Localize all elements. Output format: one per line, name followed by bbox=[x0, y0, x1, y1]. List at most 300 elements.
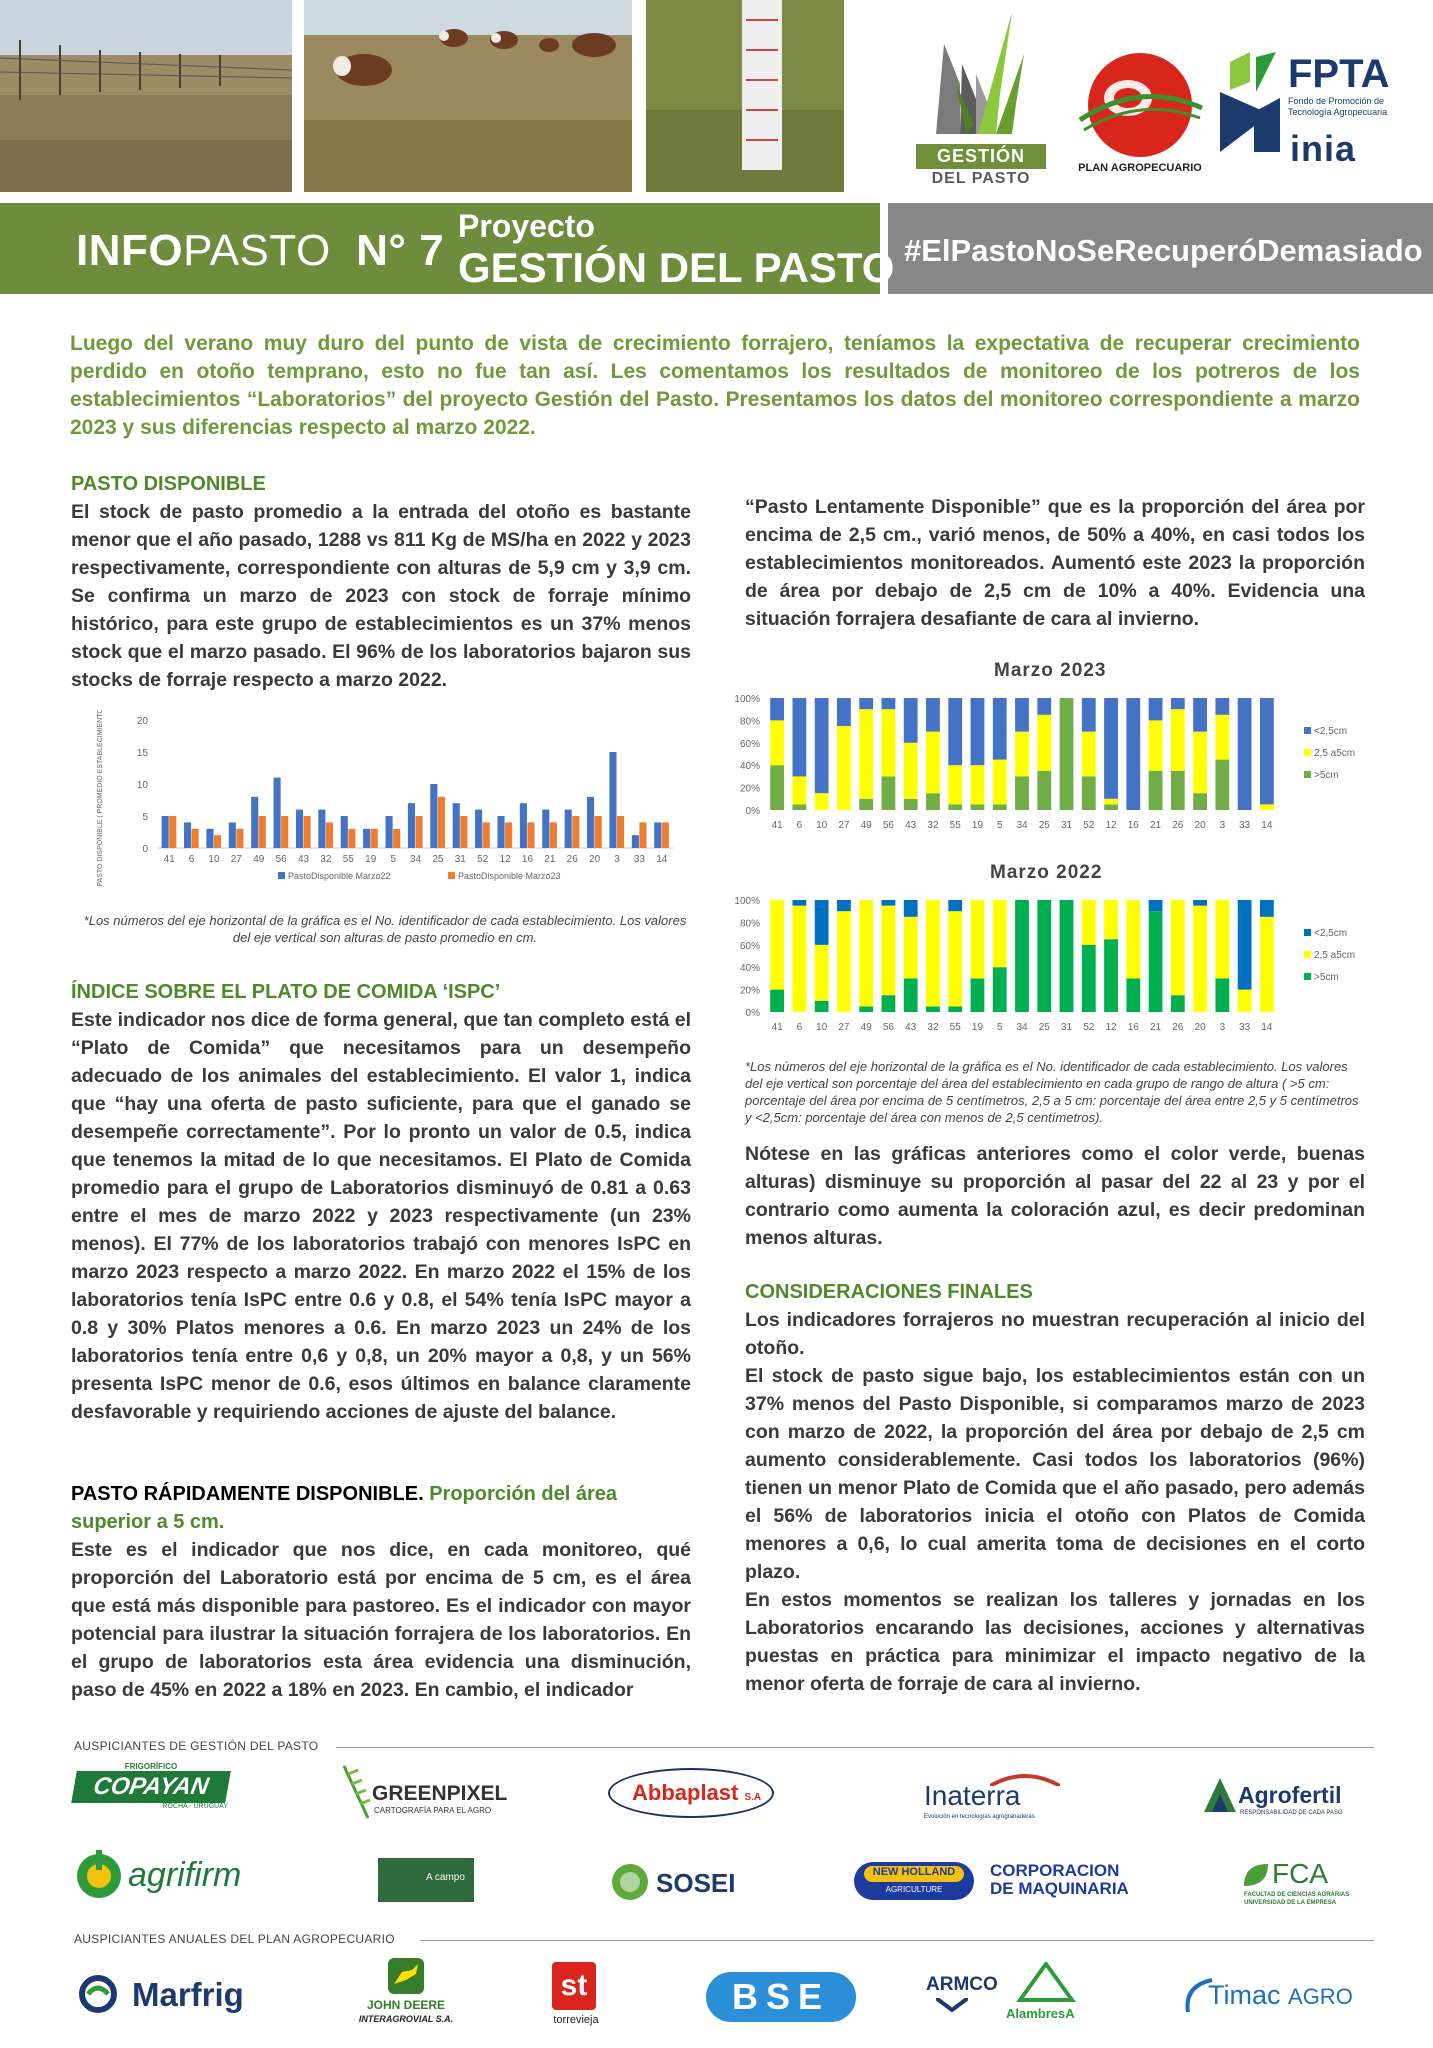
bar bbox=[617, 816, 624, 848]
bar-segment bbox=[859, 698, 873, 709]
bar-segment bbox=[1238, 900, 1252, 990]
bar bbox=[453, 803, 460, 848]
x-tick-label: 12 bbox=[499, 854, 511, 865]
fpta-inia-logo bbox=[1220, 52, 1420, 172]
bar-segment bbox=[1149, 698, 1163, 720]
armco-alambresa-logo bbox=[926, 1962, 1096, 2032]
x-tick-label: 52 bbox=[1083, 1022, 1095, 1033]
x-tick-label: 26 bbox=[1172, 820, 1184, 831]
sosei-logo bbox=[610, 1862, 760, 1902]
x-tick-label: 14 bbox=[1261, 820, 1273, 831]
x-tick-label: 55 bbox=[949, 1022, 961, 1033]
marfrig-logo bbox=[78, 1974, 268, 2020]
bar-segment bbox=[1260, 900, 1274, 917]
x-tick-label: 31 bbox=[454, 854, 466, 865]
bar-segment bbox=[815, 1001, 829, 1012]
bar-segment bbox=[815, 900, 829, 945]
greenpixel-logo bbox=[338, 1762, 508, 1832]
legend-swatch bbox=[448, 872, 455, 879]
infopasto-title bbox=[76, 226, 444, 276]
bse-name: BSE bbox=[731, 1976, 831, 2017]
bar bbox=[348, 829, 355, 848]
sosei-name: SOSEI bbox=[656, 1868, 736, 1898]
y-tick-label: 20 bbox=[136, 716, 148, 727]
copayan-name: COPAYAN bbox=[71, 1771, 231, 1803]
bar-segment bbox=[1082, 945, 1096, 1012]
bar-segment bbox=[770, 720, 784, 765]
x-tick-label: 16 bbox=[521, 854, 534, 865]
bar-segment bbox=[926, 698, 940, 732]
x-tick-label: 43 bbox=[297, 854, 310, 865]
gestion-logo-line2: DEL PASTO bbox=[931, 170, 1031, 187]
intro-paragraph: Luego del verano muy duro del punto de vista de crecimiento forrajero, teníamos la expectativa de recuperar crecimiento perdido en otoño temprano, esto no fue tan así. Les comentamos los resultados de monitoreo de los potreros de los establecimientos “Laboratorios” del proyecto Gestión del Pasto. Presentamos los datos del monitoreo correspondiente a marzo 2023 y sus diferencias respecto al marzo 2022. bbox=[70, 332, 1360, 439]
bar-segment bbox=[993, 804, 1007, 810]
bar-segment bbox=[1104, 900, 1118, 939]
bar bbox=[520, 803, 527, 848]
x-tick-label: 10 bbox=[816, 1022, 828, 1033]
bar-segment bbox=[1015, 900, 1029, 1012]
legend-label: <2,5cm bbox=[1314, 726, 1348, 737]
bar bbox=[527, 822, 534, 848]
bar bbox=[385, 816, 392, 848]
x-tick-label: 52 bbox=[1083, 820, 1095, 831]
consideraciones-p1: Los indicadores forrajeros no muestran recuperación al inicio del otoño. bbox=[745, 1309, 1365, 1359]
newholland-logo bbox=[854, 1862, 974, 1900]
corporacion-line1: CORPORACION bbox=[990, 1861, 1120, 1880]
x-tick-label: 33 bbox=[633, 854, 645, 865]
bar-segment bbox=[1193, 906, 1207, 1012]
chart-pasto-disponible bbox=[88, 710, 688, 890]
bar-segment bbox=[1215, 900, 1229, 978]
bar-segment bbox=[1015, 698, 1029, 732]
x-tick-label: 25 bbox=[1038, 820, 1050, 831]
bar-segment bbox=[882, 709, 896, 776]
x-tick-label: 20 bbox=[1194, 1022, 1206, 1033]
johndeere-logo bbox=[358, 1958, 454, 2030]
x-tick-label: 56 bbox=[882, 820, 894, 831]
bar-segment bbox=[837, 698, 851, 726]
x-tick-label: 52 bbox=[477, 854, 489, 865]
bar bbox=[169, 816, 176, 848]
bar-segment bbox=[1171, 698, 1185, 709]
x-tick-label: 21 bbox=[1150, 820, 1162, 831]
x-tick-label: 33 bbox=[1239, 1022, 1251, 1033]
bar bbox=[363, 829, 370, 848]
bar-segment bbox=[1104, 698, 1118, 799]
x-tick-label: 32 bbox=[927, 1022, 939, 1033]
bar bbox=[304, 816, 311, 848]
torrevieja-logo bbox=[546, 1962, 616, 2032]
header-photo-pasture bbox=[0, 0, 292, 192]
x-tick-label: 34 bbox=[1016, 1022, 1028, 1033]
section-title-pasto-rapido-a: PASTO RÁPIDAMENTE DISPONIBLE. bbox=[71, 1483, 424, 1505]
armco-name: ARMCO bbox=[926, 1974, 998, 1995]
bar bbox=[438, 797, 445, 848]
section-title-pasto-rapido-b: Proporción del área superior a 5 cm. bbox=[71, 1483, 618, 1533]
bar bbox=[408, 803, 415, 848]
y-tick-label: 100% bbox=[734, 694, 760, 705]
legend-label: PastoDisponible Marzo22 bbox=[288, 871, 391, 881]
bar-segment bbox=[1082, 900, 1096, 945]
section-title-pasto-rapido bbox=[71, 1480, 691, 1536]
bar bbox=[371, 829, 378, 848]
y-tick-label: 20% bbox=[739, 985, 760, 997]
bar bbox=[184, 822, 191, 848]
bar-segment bbox=[904, 900, 918, 917]
greenpixel-name: GREENPIXEL bbox=[372, 1782, 508, 1805]
bar-segment bbox=[1171, 771, 1185, 810]
bar-segment bbox=[971, 978, 985, 1012]
bar-segment bbox=[1215, 760, 1229, 810]
timac-agro: AGRO bbox=[1288, 1984, 1353, 2009]
alambresa-triangle-icon bbox=[1016, 1962, 1076, 2002]
section-title-ispc: ÍNDICE SOBRE EL PLATO DE COMIDA ‘ISPC’ bbox=[71, 981, 501, 1003]
chart-marzo-2023 bbox=[728, 690, 1368, 840]
bar-segment bbox=[926, 793, 940, 810]
gestion-del-pasto-logo bbox=[916, 4, 1046, 190]
bar bbox=[483, 822, 490, 848]
legend-label: >5cm bbox=[1314, 770, 1339, 781]
newholland-name: NEW HOLLAND bbox=[864, 1866, 964, 1882]
bar-segment bbox=[792, 804, 806, 810]
project-label: Proyecto bbox=[458, 208, 595, 244]
bar-segment bbox=[770, 900, 784, 990]
y-tick-label: 15 bbox=[136, 748, 148, 759]
bar bbox=[654, 822, 661, 848]
bar bbox=[416, 816, 423, 848]
chart-marzo-2022 bbox=[728, 892, 1368, 1042]
legend-swatch bbox=[1304, 973, 1311, 980]
bar bbox=[430, 784, 437, 848]
fpta-title: FPTA bbox=[1288, 52, 1390, 96]
bar-segment bbox=[1060, 698, 1074, 810]
fpta-subtitle: Fondo de Promoción de Tecnología Agropecuaria bbox=[1288, 96, 1388, 117]
x-tick-label: 10 bbox=[208, 854, 220, 865]
bar bbox=[251, 797, 258, 848]
inia-text: inia bbox=[1290, 128, 1357, 169]
bar bbox=[162, 816, 169, 848]
bar-segment bbox=[1238, 698, 1252, 810]
bar-segment bbox=[1149, 720, 1163, 770]
bar-segment bbox=[993, 967, 1007, 1012]
bar bbox=[550, 822, 557, 848]
x-tick-label: 55 bbox=[949, 820, 961, 831]
fca-sub1: FACULTAD DE CIENCIAS AGRARIAS bbox=[1244, 1892, 1350, 1898]
bar-segment bbox=[859, 709, 873, 799]
sponsors-divider-2 bbox=[420, 1940, 1374, 1941]
x-tick-label: 41 bbox=[771, 1022, 783, 1033]
bar bbox=[274, 778, 281, 848]
timac-logo bbox=[1182, 1976, 1372, 2022]
legend-label: 2,5 a5cm bbox=[1314, 748, 1356, 759]
bar bbox=[662, 822, 669, 848]
bar-segment bbox=[1260, 917, 1274, 1012]
bar bbox=[393, 829, 400, 848]
y-axis-label: PASTO DISPONIBLE ( PROMEDIO ESTABLECIMIENTO EN CM) bbox=[97, 710, 104, 887]
corporacion-logo bbox=[990, 1862, 1140, 1902]
inaterra-sub: Evolución en tecnologías agrogranaderas bbox=[924, 1814, 1035, 1820]
bar-segment bbox=[859, 1006, 873, 1012]
x-tick-label: 16 bbox=[1127, 1022, 1139, 1033]
y-tick-label: 100% bbox=[734, 896, 760, 907]
section-consideraciones bbox=[745, 1278, 1365, 1698]
bar bbox=[236, 829, 243, 848]
agrofertil-logo bbox=[1204, 1778, 1364, 1828]
x-tick-label: 34 bbox=[409, 854, 422, 865]
x-tick-label: 32 bbox=[320, 854, 332, 865]
bar-segment bbox=[1260, 698, 1274, 804]
bar-segment bbox=[1193, 732, 1207, 794]
bar-segment bbox=[1171, 900, 1185, 995]
plan-agropecuario-logo bbox=[1070, 50, 1210, 180]
bar-segment bbox=[837, 726, 851, 810]
x-tick-label: 34 bbox=[1016, 820, 1028, 831]
bar-segment bbox=[882, 900, 896, 906]
bar-segment bbox=[882, 906, 896, 996]
bar-segment bbox=[1193, 698, 1207, 732]
bar-segment bbox=[1037, 715, 1051, 771]
legend-swatch bbox=[1304, 727, 1311, 734]
bar-segment bbox=[1260, 804, 1274, 810]
x-tick-label: 27 bbox=[838, 1022, 850, 1033]
torrevieja-icon: st bbox=[552, 1962, 596, 2010]
bar bbox=[460, 816, 467, 848]
bar-segment bbox=[882, 698, 896, 709]
header-photo-measuring-stick bbox=[646, 0, 844, 192]
consideraciones-p2: El stock de pasto sigue bajo, los establecimientos están con un 37% menos del Pasto Disponible, si comparamos marzo de 2023 con marzo de 2022, la proporción del área por debajo de 2,5 cm aumento considerablemente. Casi todos los laboratorios (96%) tienen un menor Plato de Comida que el año pasado, pero además el 56% de laboratorios inicia el otoño con Platos de Comida menores a 0,6, lo cual amerita toma de decisiones en el corto plazo. bbox=[745, 1365, 1365, 1583]
greenpixel-leaf-icon bbox=[338, 1762, 372, 1822]
x-tick-label: 16 bbox=[1127, 820, 1139, 831]
newholland-sub: AGRICULTURE bbox=[885, 1885, 943, 1894]
x-tick-label: 41 bbox=[771, 820, 783, 831]
bar-segment bbox=[1126, 978, 1140, 1012]
chart23-note: *Los números del eje horizontal de la gráfica es el No. identificador de cada establecimiento. Los valores del eje vertical son porcentaje del área del establecimiento en cada grupo de rango de altura ( >5 cm: porcentaje del área por encima de 5 centímetros, 2,5 a 5 cm: porcentaje del área entre 2,5 y 5 centímetros y <2,5cm: porcentaje del área con menos de 2,5 centímetros). bbox=[745, 1059, 1359, 1125]
agrifirm-logo bbox=[76, 1850, 276, 1906]
issue-number: N° 7 bbox=[356, 226, 445, 275]
x-tick-label: 5 bbox=[996, 1022, 1003, 1033]
bar-segment bbox=[904, 799, 918, 810]
bar-segment bbox=[882, 776, 896, 810]
bar-segment bbox=[1037, 771, 1051, 810]
bar bbox=[475, 810, 482, 848]
grass-logo-icon bbox=[916, 4, 1046, 144]
bar bbox=[259, 816, 266, 848]
x-tick-label: 12 bbox=[1105, 1022, 1117, 1033]
y-tick-label: 40% bbox=[739, 963, 760, 975]
bar-segment bbox=[948, 698, 962, 765]
x-tick-label: 19 bbox=[971, 1022, 984, 1033]
x-tick-label: 26 bbox=[566, 854, 578, 865]
chart3-title: Marzo 2022 bbox=[990, 862, 1103, 883]
bar-segment bbox=[792, 900, 806, 906]
bar-segment bbox=[1215, 698, 1229, 715]
inaterra-logo bbox=[920, 1772, 1060, 1822]
bar-segment bbox=[904, 743, 918, 799]
bar-segment bbox=[926, 1006, 940, 1012]
section-body-pasto-disponible: El stock de pasto promedio a la entrada del otoño es bastante menor que el año pasado, 1288 vs 811 Kg de MS/ha en 2022 y 2023 respectivamente, correspondiente con alturas de 5,9 cm y 3,9 cm. Se confirma un marzo de 2023 con stock de forraje mínimo histórico, para este grupo de establecimientos es un 37% menos stock que el marzo pasado. El 96% de los laboratorios bajaron sus stocks de forraje respecto a marzo 2022. bbox=[71, 501, 691, 691]
x-tick-label: 6 bbox=[796, 1022, 803, 1033]
x-tick-label: 49 bbox=[860, 1022, 872, 1033]
sponsors-heading-plan: AUSPICIANTES ANUALES DEL PLAN AGROPECUARIO bbox=[74, 1932, 395, 1946]
bar-segment bbox=[1193, 900, 1207, 906]
bar-segment bbox=[1238, 990, 1252, 1012]
chart-marzo-2022-svg bbox=[728, 892, 1368, 1042]
johndeere-deer-icon bbox=[388, 1958, 424, 1994]
agrifirm-emblem-icon bbox=[76, 1850, 122, 1900]
info-bold: INFO bbox=[76, 226, 184, 275]
bar bbox=[572, 816, 579, 848]
x-tick-label: 26 bbox=[1172, 1022, 1184, 1033]
bar-segment bbox=[1082, 776, 1096, 810]
copayan-sub: ROCHA - URUGUAY bbox=[162, 1803, 228, 1810]
y-tick-label: 0% bbox=[745, 806, 760, 817]
johndeere-name: JOHN DEERE bbox=[366, 1998, 446, 2012]
chart-marzo-2023-svg bbox=[728, 690, 1368, 840]
x-tick-label: 6 bbox=[796, 820, 803, 831]
x-tick-label: 31 bbox=[1060, 1022, 1073, 1033]
bar-segment bbox=[1082, 732, 1096, 777]
x-tick-label: 3 bbox=[1219, 1022, 1226, 1033]
hashtag: #ElPastoNoSeRecuperóDemasiado bbox=[904, 233, 1423, 268]
section-pasto-rapido bbox=[71, 1480, 691, 1704]
bar-segment bbox=[948, 765, 962, 804]
x-tick-label: 43 bbox=[905, 820, 917, 831]
chart2-title: Marzo 2023 bbox=[994, 660, 1107, 681]
abbaplast-name: Abbaplast bbox=[632, 1780, 739, 1805]
agrofertil-sub: RESPONSABILIDAD DE CADA PASO bbox=[1240, 1810, 1343, 1816]
y-tick-label: 40% bbox=[739, 761, 760, 773]
bar-segment bbox=[792, 698, 806, 776]
x-tick-label: 27 bbox=[230, 854, 242, 865]
bar-segment bbox=[1126, 698, 1140, 810]
x-tick-label: 14 bbox=[1261, 1022, 1273, 1033]
section-title-pasto-disponible: PASTO DISPONIBLE bbox=[71, 473, 266, 495]
bar-segment bbox=[1149, 900, 1163, 911]
acampo-logo bbox=[378, 1858, 474, 1902]
x-tick-label: 3 bbox=[1219, 820, 1226, 831]
bar-segment bbox=[1037, 698, 1051, 715]
bar-segment bbox=[1149, 911, 1163, 1012]
x-tick-label: 49 bbox=[253, 854, 265, 865]
bar-segment bbox=[971, 804, 985, 810]
bar-segment bbox=[971, 900, 985, 978]
x-tick-label: 41 bbox=[163, 854, 175, 865]
paragraph-pasto-lento: “Pasto Lentamente Disponible” que es la proporción del área por encima de 2,5 cm., varió menos, de 50% a 40%, en casi todos los establecimientos monitoreados. Aumentó este 2023 la proporción de área por debajo de 2,5 cm de 10% a 40%. Evidencia una situación forrajera desafiante de cara al invierno. bbox=[745, 496, 1365, 630]
bar-segment bbox=[948, 900, 962, 911]
bar-segment bbox=[948, 1006, 962, 1012]
x-tick-label: 49 bbox=[860, 820, 872, 831]
bar bbox=[206, 829, 213, 848]
y-tick-label: 60% bbox=[739, 738, 760, 750]
inaterra-name: Inaterra bbox=[924, 1780, 1021, 1811]
bar-segment bbox=[948, 804, 962, 810]
bar-segment bbox=[1126, 900, 1140, 978]
plan-agropecuario-emblem-icon bbox=[1070, 50, 1210, 160]
section-pasto-lento bbox=[745, 493, 1365, 633]
bar bbox=[296, 810, 303, 848]
x-tick-label: 5 bbox=[996, 820, 1003, 831]
gestion-logo-line1: GESTIÓN bbox=[916, 144, 1046, 169]
legend-label: <2,5cm bbox=[1314, 928, 1348, 939]
bar-segment bbox=[971, 698, 985, 765]
section-ispc bbox=[71, 978, 691, 1426]
paragraph-notese: Nótese en las gráficas anteriores como el color verde, buenas alturas) disminuye su proporción al pasar del 22 al 23 y por el contrario como aumenta la coloración azul, es decir predominan menos alturas. bbox=[745, 1143, 1365, 1249]
bar bbox=[505, 822, 512, 848]
bar bbox=[318, 810, 325, 848]
bar-segment bbox=[837, 911, 851, 1012]
bar-segment bbox=[904, 698, 918, 743]
bar bbox=[595, 816, 602, 848]
bar-segment bbox=[1060, 900, 1074, 1012]
bar-segment bbox=[859, 900, 873, 1006]
x-tick-label: 21 bbox=[544, 854, 556, 865]
bar-segment bbox=[792, 906, 806, 1012]
info-thin: PASTO bbox=[183, 226, 331, 275]
bar bbox=[542, 810, 549, 848]
abbaplast-sa: S.A bbox=[744, 1792, 762, 1803]
agrifirm-name: agrifirm bbox=[128, 1856, 242, 1894]
bar bbox=[214, 835, 221, 848]
bse-logo bbox=[706, 1972, 856, 2022]
johndeere-sub: INTERAGROVIAL S.A. bbox=[358, 2014, 454, 2024]
copayan-top: FRIGORÍFICO bbox=[124, 1762, 178, 1771]
abbaplast-logo bbox=[608, 1768, 774, 1818]
copayan-logo bbox=[74, 1762, 228, 1822]
bar bbox=[497, 816, 504, 848]
bar-segment bbox=[926, 900, 940, 1006]
bar-segment bbox=[1193, 793, 1207, 810]
bar-segment bbox=[1149, 771, 1163, 810]
y-tick-label: 0% bbox=[745, 1008, 760, 1019]
sosei-emblem-icon bbox=[610, 1862, 650, 1902]
marfrig-name: Marfrig bbox=[132, 1976, 244, 2013]
section-body-ispc: Este indicador nos dice de forma general, que tan completo está el “Plato de Comida” que necesitamos para un desempeño adecuado de los animales del establecimiento. El valor 1, indica que “hay una oferta de pasto suficiente, para que el ganado se desempeñe correctamente”. Por lo pronto un valor de 0.5, indica que tenemos la mitad de lo que necesitamos. El Plato de Comida promedio para el grupo de Laboratorios disminuyó de 0.81 a 0.63 entre el mes de marzo 2022 y 2023 respectivamente (un 23% menos). El 77% de los laboratorios trabajó con menores IsPC en marzo 2023 respecto a marzo 2022. En marzo 2022 el 15% de los laboratorios tenía IsPC entre 0.6 y 0.8, el 54% tenía IsPC mayor a 0.8 y 30% Platos menores a 0.6. En marzo 2023 un 24% de los laboratorios tenía entre 0,6 y 0,8, un 20% mayor a 0,8, y un 56% presenta IsPC menor de 0.6, esos últimos en balance claramente desfavorable y requiriendo acciones de ajuste del balance. bbox=[71, 1009, 691, 1423]
bar-segment bbox=[1104, 799, 1118, 805]
bar-segment bbox=[815, 945, 829, 1001]
y-tick-label: 60% bbox=[739, 940, 760, 952]
section-pasto-disponible bbox=[71, 470, 691, 694]
bar-segment bbox=[770, 698, 784, 720]
bar-segment bbox=[1104, 939, 1118, 1012]
chart-pasto-disponible-svg bbox=[88, 710, 688, 890]
bar-segment bbox=[926, 732, 940, 794]
legend-swatch bbox=[1304, 749, 1311, 756]
bar bbox=[192, 829, 199, 848]
timac-name: Timac bbox=[1208, 1980, 1281, 2010]
x-tick-label: 55 bbox=[342, 854, 354, 865]
plan-agropecuario-text: PLAN AGROPECUARIO bbox=[1078, 162, 1202, 174]
legend-label: PastoDisponible Marzo23 bbox=[458, 871, 561, 881]
section-notese bbox=[745, 1140, 1365, 1252]
section-title-consideraciones: CONSIDERACIONES FINALES bbox=[745, 1281, 1033, 1303]
x-tick-label: 14 bbox=[656, 854, 668, 865]
sponsors-heading-gestion: AUSPICIANTES DE GESTIÓN DEL PASTO bbox=[74, 1739, 319, 1753]
chart1-note: *Los números del eje horizontal de la gráfica es el No. identificador de cada establecimiento. Los valores del eje vertical son alturas de pasto promedio en cm. bbox=[83, 913, 687, 945]
bar-segment bbox=[993, 900, 1007, 967]
x-tick-label: 27 bbox=[838, 820, 850, 831]
project-name: GESTIÓN DEL PASTO bbox=[458, 244, 895, 291]
x-tick-label: 20 bbox=[589, 854, 601, 865]
bar bbox=[229, 822, 236, 848]
x-tick-label: 31 bbox=[1060, 820, 1073, 831]
fpta-emblem-icon bbox=[1220, 52, 1284, 162]
x-tick-label: 21 bbox=[1150, 1022, 1162, 1033]
bar bbox=[341, 816, 348, 848]
bar-segment bbox=[1037, 900, 1051, 1012]
alambresa-name: AlambresA bbox=[1006, 2006, 1075, 2021]
bar-segment bbox=[837, 900, 851, 911]
bar-segment bbox=[1171, 995, 1185, 1012]
